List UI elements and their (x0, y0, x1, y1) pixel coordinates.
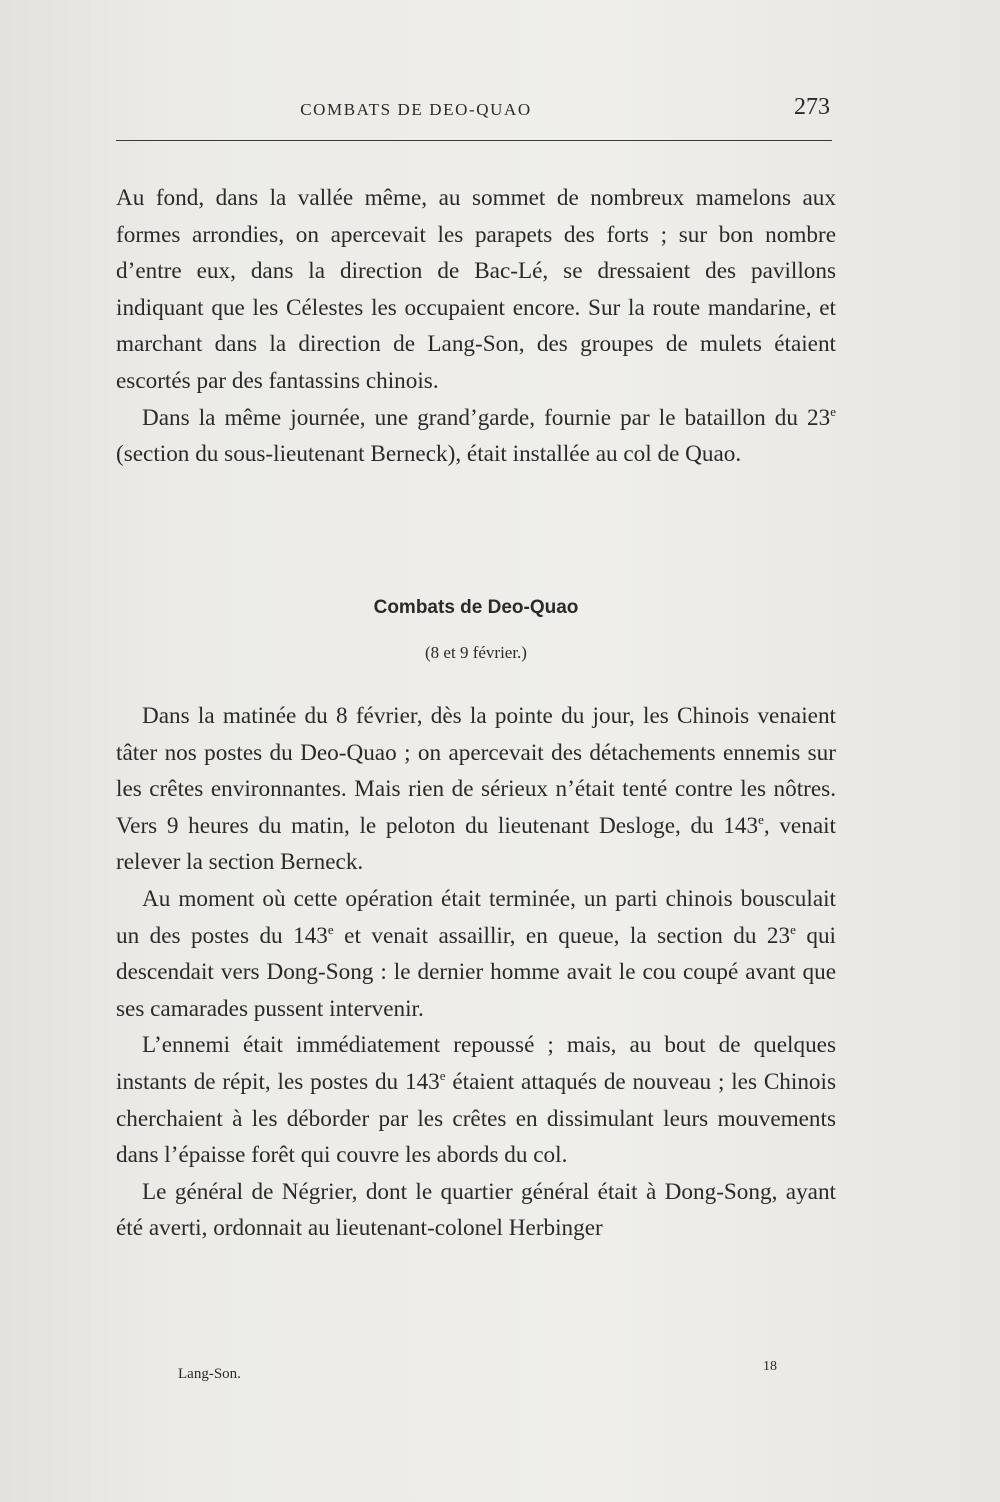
paragraph-5-text-a: L’ennemi était immédiatement repoussé ; mais, au bout de quelques instants de répit, les postes du 143 (116, 1032, 836, 1095)
superscript: e (439, 1067, 446, 1083)
paragraph-3-text-b: , venait relever la section Berneck. (116, 812, 836, 876)
body-text-bottom (116, 698, 836, 1247)
paragraph-4-text-b: et venait assaillir, en queue, la section du 23 (333, 922, 791, 949)
paragraph-1: Au fond, dans la vallée même, au sommet de nombreux mamelons aux formes arrondies, on apercevait les parapets des forts ; sur bon nombre d’entre eux, dans la direction de Bac-Lé, se dressaient des pavillons indiquant que les Célestes les occupaient encore. Sur la route mandarine, et marchant dans la direction de Lang-Son, des groupes de mulets étaient escortés par des fantassins chinois. (116, 185, 836, 394)
paragraph-5 (116, 1027, 836, 1173)
section-dates: (8 et 9 février.) (425, 643, 527, 662)
running-title: COMBATS DE DEO-QUAO (300, 100, 532, 119)
paragraph-4-text-c: qui descendait vers Dong-Song : le dernier homme avait le cou coupé avant que ses camarades pussent intervenir. (116, 922, 836, 1022)
superscript: e (830, 403, 836, 419)
page-number: 273 (794, 94, 830, 120)
body-text-top (116, 180, 836, 473)
running-head (116, 96, 832, 128)
superscript: e (758, 811, 764, 827)
paragraph-4 (116, 881, 836, 1027)
paragraph-2 (116, 400, 836, 473)
footer-signature-title: Lang-Son. (178, 1366, 241, 1382)
paragraph-3-text-a: Dans la matinée du 8 février, dès la pointe du jour, les Chinois venaient tâter nos postes du Deo-Quao ; on apercevait des détachements ennemis sur les crêtes environnantes. Mais rien de sérieux n’était tenté contre les nôtres. Vers 9 heures du matin, le peloton du lieutenant Desloge, du 143 (116, 703, 836, 839)
paragraph-4-text-a: Au moment où cette opération était terminée, un parti chinois bousculait un des postes du 143 (116, 885, 836, 949)
footer-signature-number: 18 (763, 1359, 777, 1374)
paragraph-2-text-b: (section du sous-lieutenant Berneck), était installée au col de Quao. (116, 441, 742, 468)
paragraph-6: Le général de Négrier, dont le quartier général était à Dong-Song, ayant été averti, ordonnait au lieutenant-colonel Herbinger (116, 1178, 836, 1242)
superscript: e (790, 921, 796, 937)
paragraph-2-text-a: Dans la même journée, une grand’garde, fournie par le bataillon du 23 (142, 404, 831, 431)
header-rule (116, 140, 832, 141)
section-heading: Combats de Deo-Quao (373, 597, 579, 618)
superscript: e (327, 921, 334, 937)
paragraph-5-text-b: étaient attaqués de nouveau ; les Chinois cherchaient à les déborder par les crêtes en dissimulant leurs mouvements dans l’épaisse forêt qui couvre les abords du col. (116, 1068, 836, 1169)
paragraph-3 (116, 698, 836, 881)
